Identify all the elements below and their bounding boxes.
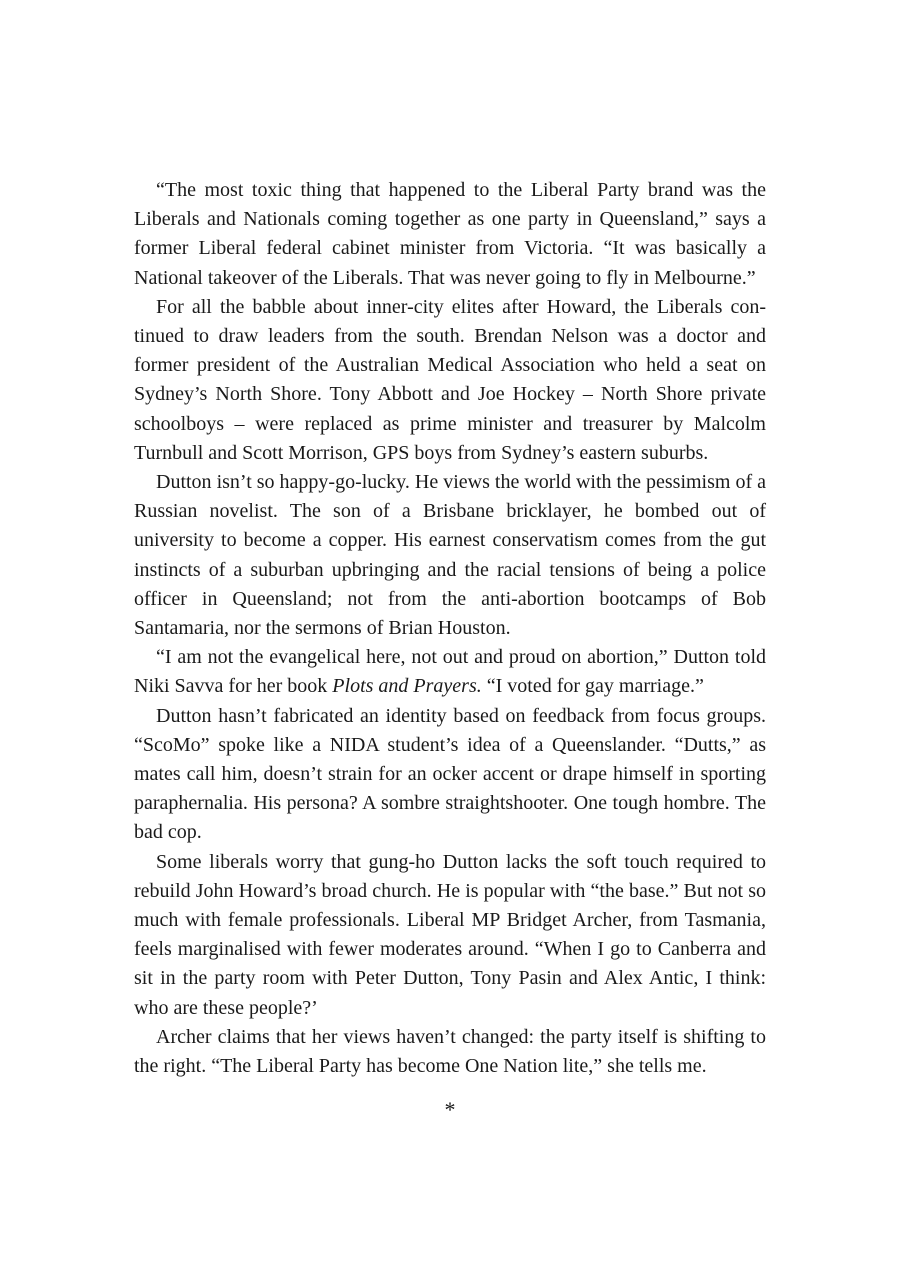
paragraph-6-text: Some liberals worry that gung-ho Dutton lacks the soft touch required to rebuild John Howard’s broad church. He is popular with “the base.” But not so much with female professionals. Liberal MP Bridget Archer, from Tasmania, feels marginalised with fewer moderates around. “When I go to Canberra and sit in the party room with Peter Dutton, Tony Pasin and Alex Antic, I think: who are these people?’ [134, 850, 766, 1019]
section-break-asterisk: * [444, 1097, 456, 1123]
paragraph-4-text-b: “I voted for gay marriage.” [481, 675, 704, 698]
paragraph-4-text-a: “I am not the evangelical here, not out and proud on abortion,” Dutton told Niki Savva for her book [134, 646, 766, 698]
paragraph-5-text: Dutton hasn’t fabricated an identity based on feedback from focus groups. “ScoMo” spoke like a NIDA student’s idea of a Queenslander. “Dutts,” as mates call him, doesn’t strain for an ocker accent or drape himself in sporting paraphernalia. His persona? A sombre straightshooter. One tough hombre. The bad cop. [134, 704, 766, 844]
paragraph-3 [134, 468, 766, 643]
book-page-body [134, 176, 766, 1125]
paragraph-4 [134, 643, 766, 701]
paragraph-1-text: “The most toxic thing that happened to the Liberal Party brand was the Liberals and Nationals coming together as one party in Queensland,” says a former Liberal federal cabinet minister from Victoria. “It was basically a National takeover of the Liberals. That was never going to fly in Melbourne.” [134, 179, 766, 289]
paragraph-7 [134, 1023, 766, 1081]
paragraph-1 [134, 176, 766, 293]
paragraph-3-text: Dutton isn’t so happy-go-lucky. He views the world with the pessimism of a Russian novelist. The son of a Brisbane bricklayer, he bombed out of university to become a copper. His earnest conservatism comes from the gut instincts of a suburban upbringing and the racial tensions of being a police officer in Queensland; not from the anti-abortion bootcamps of Bob Santamaria, nor the sermons of Brian Houston. [134, 471, 766, 640]
paragraph-5 [134, 702, 766, 848]
book-title-italic: Plots and Prayers. [332, 675, 482, 698]
paragraph-6 [134, 848, 766, 1023]
paragraph-7-text: Archer claims that her views haven’t changed: the party itself is shifting to the right. “The Liberal Party has become One Nation lite,” she tells me. [134, 1025, 766, 1078]
paragraph-2-text: For all the babble about inner-city elites after Howard, the Liberals continued to draw leaders from the south. Brendan Nelson was a doctor and former president of the Australian Medical Association who held a seat on Sydney’s North Shore. Tony Abbott and Joe Hockey – North Shore private schoolboys – were replaced as prime minister and treasurer by Malcolm Turnbull and Scott Morrison, GPS boys from Sydney’s eastern suburbs. [134, 295, 766, 464]
paragraph-2 [134, 293, 766, 468]
